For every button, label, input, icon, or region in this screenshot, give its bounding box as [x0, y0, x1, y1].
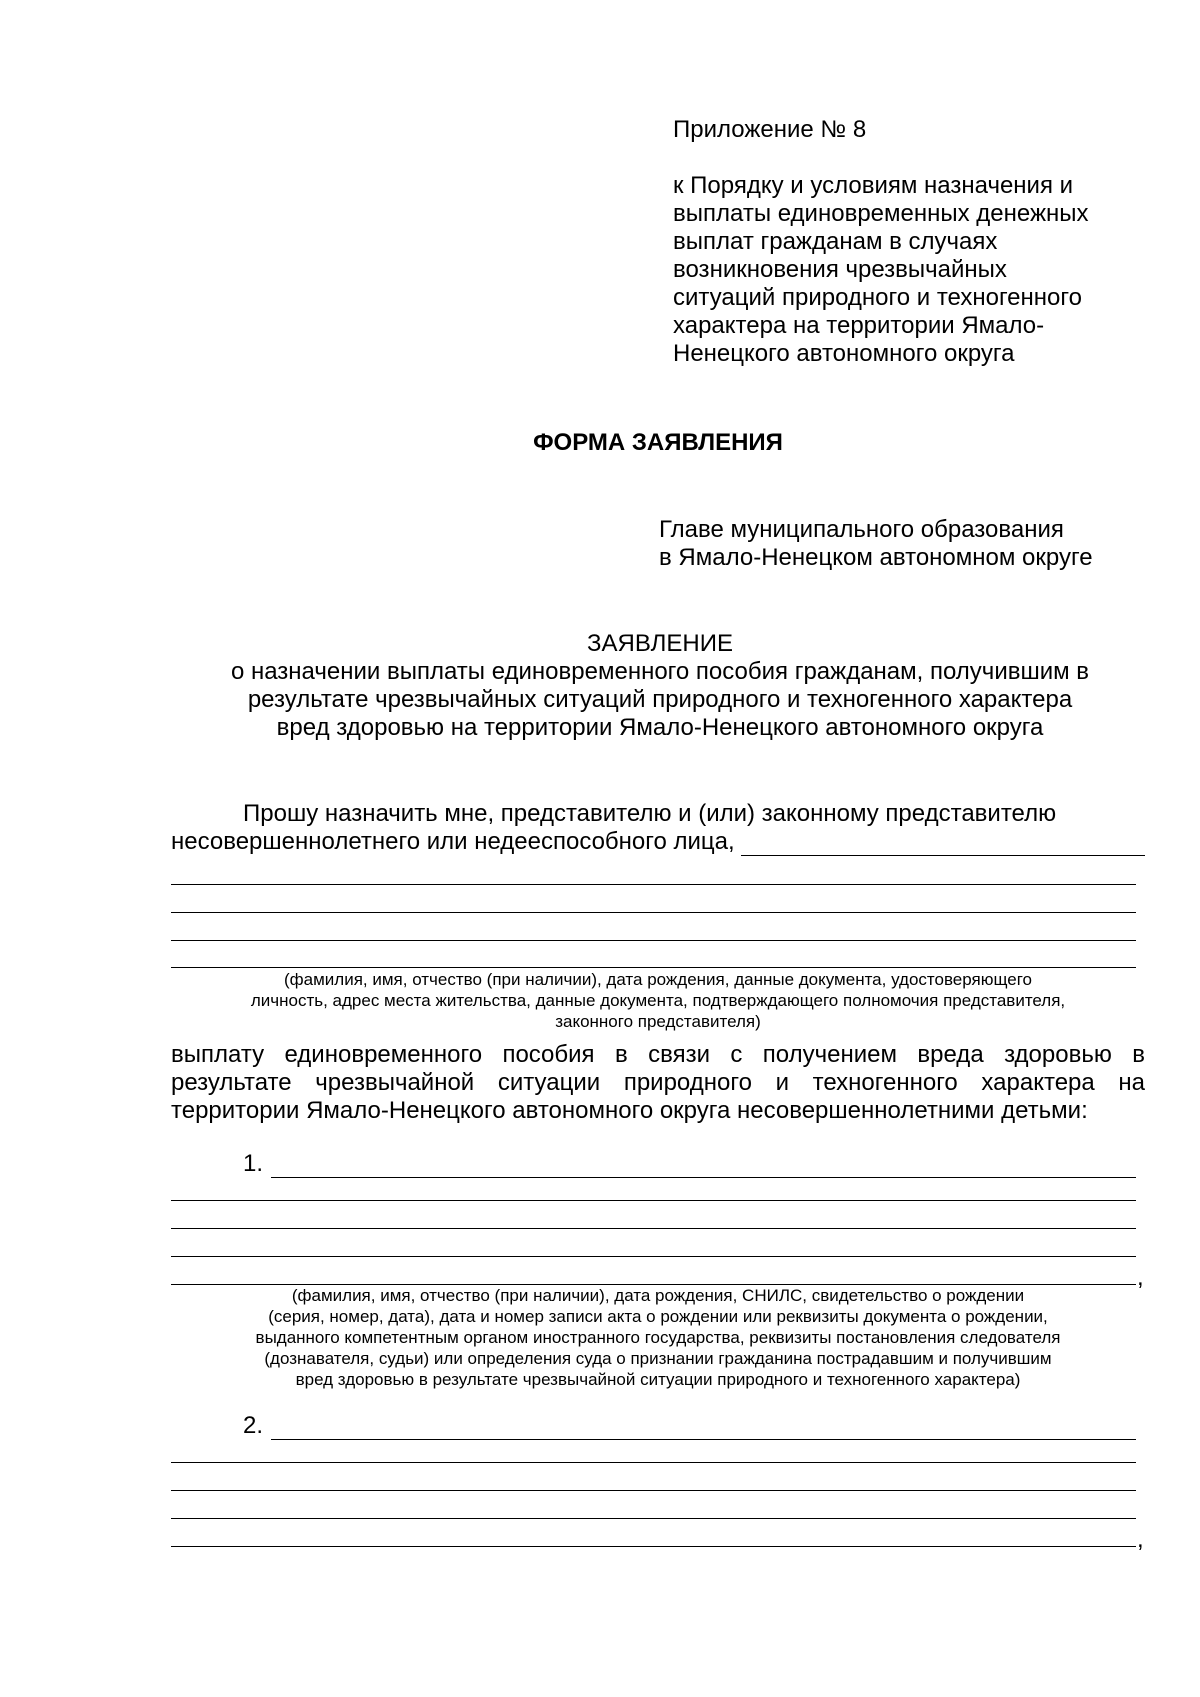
child-info-field[interactable]	[271, 1155, 1136, 1178]
form-title: ФОРМА ЗАЯВЛЕНИЯ	[533, 429, 783, 456]
applicant-info-line[interactable]	[171, 912, 1136, 913]
appendix-line: Ненецкого автономного округа	[673, 340, 1015, 367]
applicant-name-field[interactable]	[741, 833, 1145, 856]
note-line: (дознавателя, судьи) или определения суда о признании гражданина пострадавшим и получившим	[264, 1349, 1052, 1368]
child-item-1	[243, 1150, 1136, 1178]
appendix-line: выплаты единовременных денежных	[673, 200, 1089, 227]
benefit-text: выплату единовременного пособия в связи с получением вреда здоровью в результате чрезвычайной ситуации природного и техногенного характера на территории Ямало-Ненецкого автономного округа несовершеннолетними детьми:	[171, 1041, 1145, 1124]
benefit-paragraph	[171, 1041, 1145, 1125]
note-line: (серия, номер, дата), дата и номер записи акта о рождении или реквизиты документа о рождении,	[268, 1307, 1048, 1326]
note-line: выданного компетентным органом иностранного государства, реквизиты постановления следователя	[255, 1328, 1061, 1347]
appendix-line: характера на территории Ямало-	[673, 312, 1045, 339]
addressee-line: Главе муниципального образования	[659, 516, 1064, 543]
child-note	[171, 1285, 1145, 1390]
note-line: законного представителя)	[555, 1012, 761, 1031]
statement-heading	[160, 630, 1160, 742]
child-info-line[interactable]	[171, 1200, 1136, 1201]
request-line: Прошу назначить мне, представителю и (или) законному представителю	[243, 800, 1057, 827]
statement-subtitle-line: результате чрезвычайных ситуаций природного и техногенного характера	[247, 686, 1073, 713]
addressee-line: в Ямало-Ненецком автономном округе	[659, 544, 1093, 571]
child-info-line[interactable]	[171, 1228, 1136, 1229]
statement-subtitle-line: о назначении выплаты единовременного пособия гражданам, получившим в	[230, 658, 1090, 685]
request-paragraph	[171, 800, 1145, 856]
request-line-with-field	[171, 828, 1145, 856]
child-item-number: 1.	[243, 1150, 264, 1177]
statement-subtitle-line: вред здоровью на территории Ямало-Ненецкого автономного округа	[276, 714, 1044, 741]
child-item-number: 2.	[243, 1412, 264, 1439]
appendix-line: к Порядку и условиям назначения и	[673, 172, 1074, 199]
appendix-line: выплат гражданам в случаях	[673, 228, 998, 255]
note-line: вред здоровью в результате чрезвычайной ситуации природного и техногенного характера)	[295, 1370, 1021, 1389]
item-end-mark: ,	[1137, 1526, 1144, 1553]
item-end-mark: ,	[1137, 1264, 1144, 1291]
request-line: несовершеннолетнего или недееспособного лица,	[171, 828, 735, 855]
child-info-line[interactable]	[171, 1518, 1136, 1519]
appendix-line: ситуаций природного и техногенного	[673, 284, 1082, 311]
child-info-line[interactable]	[171, 1462, 1136, 1463]
applicant-info-line[interactable]	[171, 967, 1136, 968]
addressee	[659, 516, 1093, 572]
applicant-note	[171, 969, 1145, 1032]
child-info-field[interactable]	[271, 1417, 1136, 1440]
note-line: личность, адрес места жительства, данные документа, подтверждающего полномочия представителя,	[250, 991, 1066, 1010]
appendix-text	[673, 172, 1143, 368]
child-info-line[interactable]	[171, 1256, 1136, 1257]
appendix-line: возникновения чрезвычайных	[673, 256, 1007, 283]
child-info-line[interactable]	[171, 1546, 1136, 1547]
statement-title: ЗАЯВЛЕНИЕ	[587, 630, 733, 657]
appendix-number: Приложение № 8	[673, 116, 867, 143]
note-line: (фамилия, имя, отчество (при наличии), дата рождения, данные документа, удостоверяющего	[284, 970, 1032, 989]
child-item-2	[243, 1412, 1136, 1440]
note-line: (фамилия, имя, отчество (при наличии), дата рождения, СНИЛС, свидетельство о рождении	[291, 1286, 1025, 1305]
applicant-info-line[interactable]	[171, 884, 1136, 885]
child-info-line[interactable]	[171, 1490, 1136, 1491]
applicant-info-line[interactable]	[171, 940, 1136, 941]
